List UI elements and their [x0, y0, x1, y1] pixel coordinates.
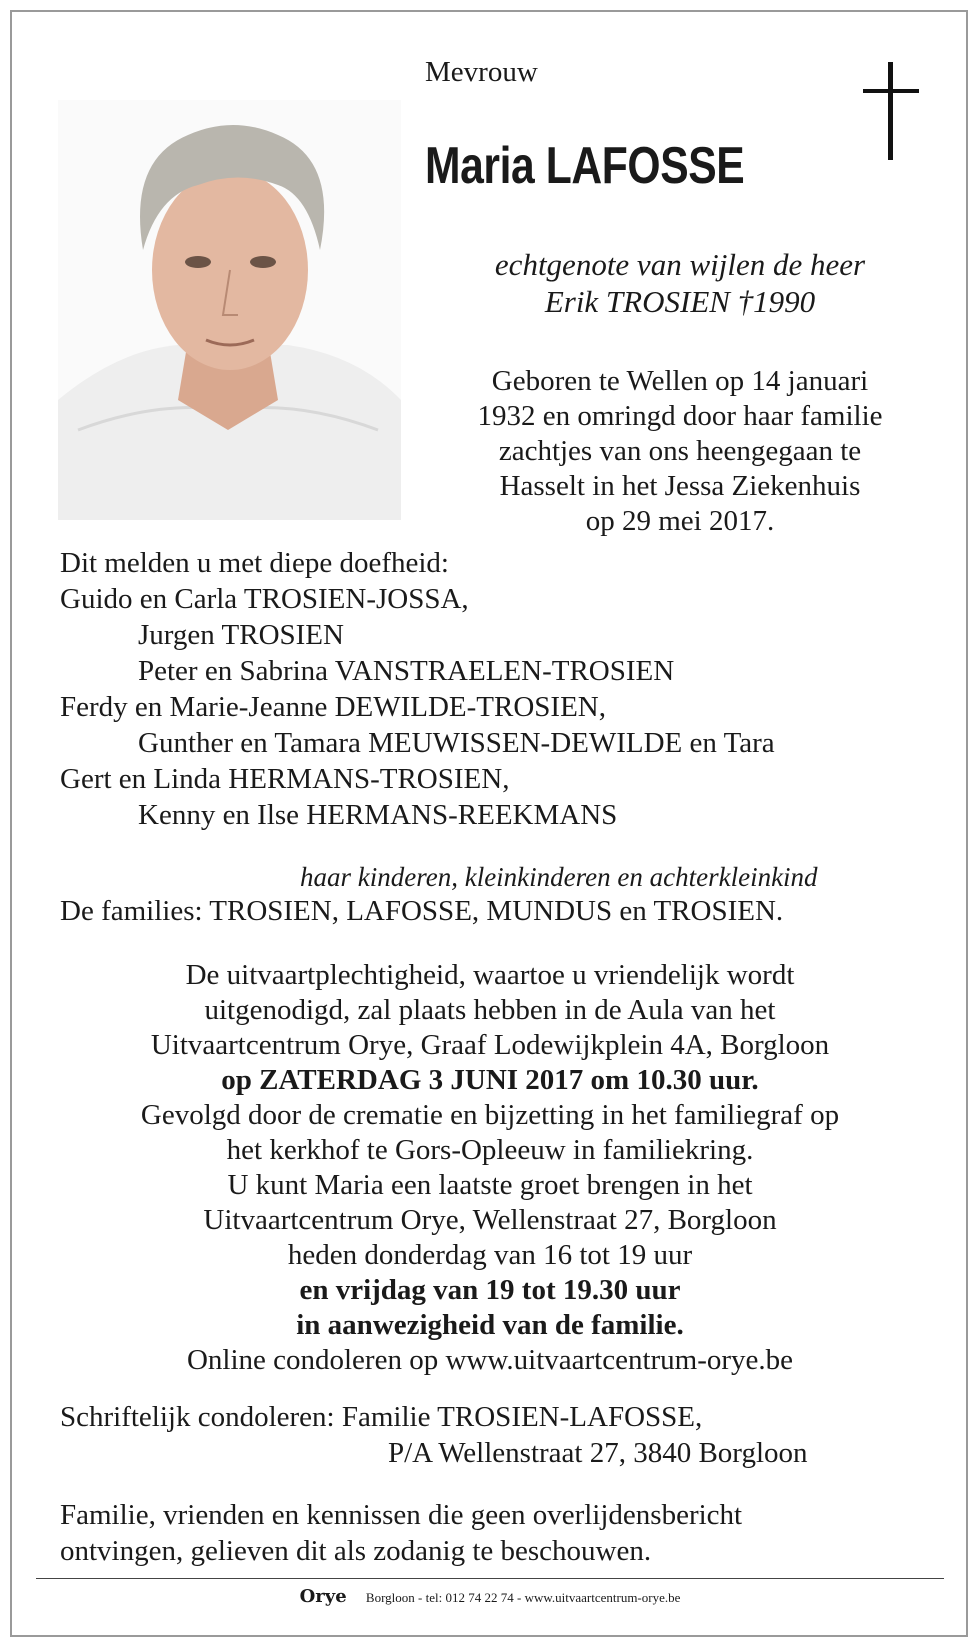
visit-note: in aanwezigheid van de familie. [296, 1309, 684, 1341]
ceremony-line: De uitvaartplechtigheid, waartoe u vriendelijk wordt [185, 959, 795, 991]
family-member: Kenny en Ilse HERMANS-REEKMANS [138, 799, 618, 831]
born-line: zachtjes van ons heengegaan te [498, 435, 862, 467]
spouse-line-2: Erik TROSIEN †1990 [544, 284, 816, 319]
salutation: Mevrouw [425, 56, 538, 88]
born-line: Hasselt in het Jessa Ziekenhuis [499, 470, 861, 502]
closing-line-2: ontvingen, gelieven dit als zodanig te beschouwen. [60, 1535, 652, 1567]
family-member: Ferdy en Marie-Jeanne DEWILDE-TROSIEN, [60, 691, 606, 723]
birth-death-paragraph [420, 364, 940, 539]
ceremony-line: uitgenodigd, zal plaats hebben in de Aula van het [204, 994, 776, 1026]
spouse-line-1: echtgenote van wijlen de heer [494, 247, 866, 282]
spouse-note [420, 246, 940, 320]
ceremony-line: heden donderdag van 16 tot 19 uur [287, 1239, 693, 1271]
portrait-photo [58, 100, 401, 520]
family-member: Gunther en Tamara MEUWISSEN-DEWILDE en Tara [138, 727, 775, 759]
families-list: De families: TROSIEN, LAFOSSE, MUNDUS en TROSIEN. [60, 895, 784, 927]
family-member: Gert en Linda HERMANS-TROSIEN, [60, 763, 510, 795]
visit-time: en vrijdag van 19 tot 19.30 uur [299, 1274, 681, 1306]
born-line: 1932 en omringd door haar familie [477, 400, 883, 432]
family-intro: Dit melden u met diepe doefheid: [60, 547, 449, 579]
ceremony-paragraph [40, 958, 940, 1378]
ceremony-date: op ZATERDAG 3 JUNI 2017 om 10.30 uur. [221, 1064, 759, 1096]
deceased-name: Maria LAFOSSE [425, 137, 745, 195]
footer-divider [36, 1578, 944, 1579]
footer-contact: Borgloon - tel: 012 74 22 74 - www.uitvaartcentrum-orye.be [365, 1590, 681, 1605]
family-member: Peter en Sabrina VANSTRAELEN-TROSIEN [138, 655, 675, 687]
condolence-line-2: P/A Wellenstraat 27, 3840 Borgloon [388, 1437, 808, 1469]
born-line: op 29 mei 2017. [585, 505, 775, 537]
family-relation: haar kinderen, kleinkinderen en achterkleinkind [300, 862, 818, 892]
orye-logo: Orye [299, 1586, 347, 1607]
ceremony-line: Gevolgd door de crematie en bijzetting in het familiegraf op [140, 1099, 840, 1131]
family-member: Guido en Carla TROSIEN-JOSSA, [60, 583, 469, 615]
cross-icon [863, 62, 919, 160]
ceremony-line: Uitvaartcentrum Orye, Graaf Lodewijkplein 4A, Borgloon [150, 1029, 830, 1061]
condolence-line-1: Schriftelijk condoleren: Familie TROSIEN-LAFOSSE, [60, 1401, 703, 1433]
footer [0, 1586, 980, 1607]
family-member: Jurgen TROSIEN [138, 619, 344, 651]
online-condolence: Online condoleren op www.uitvaartcentrum-orye.be [186, 1344, 794, 1376]
ceremony-line: het kerkhof te Gors-Opleeuw in familiekring. [226, 1134, 754, 1166]
ceremony-line: U kunt Maria een laatste groet brengen in het [227, 1169, 753, 1201]
born-line: Geboren te Wellen op 14 januari [491, 365, 869, 397]
ceremony-line: Uitvaartcentrum Orye, Wellenstraat 27, Borgloon [203, 1204, 777, 1236]
closing-line-1: Familie, vrienden en kennissen die geen overlijdensbericht [60, 1499, 743, 1531]
